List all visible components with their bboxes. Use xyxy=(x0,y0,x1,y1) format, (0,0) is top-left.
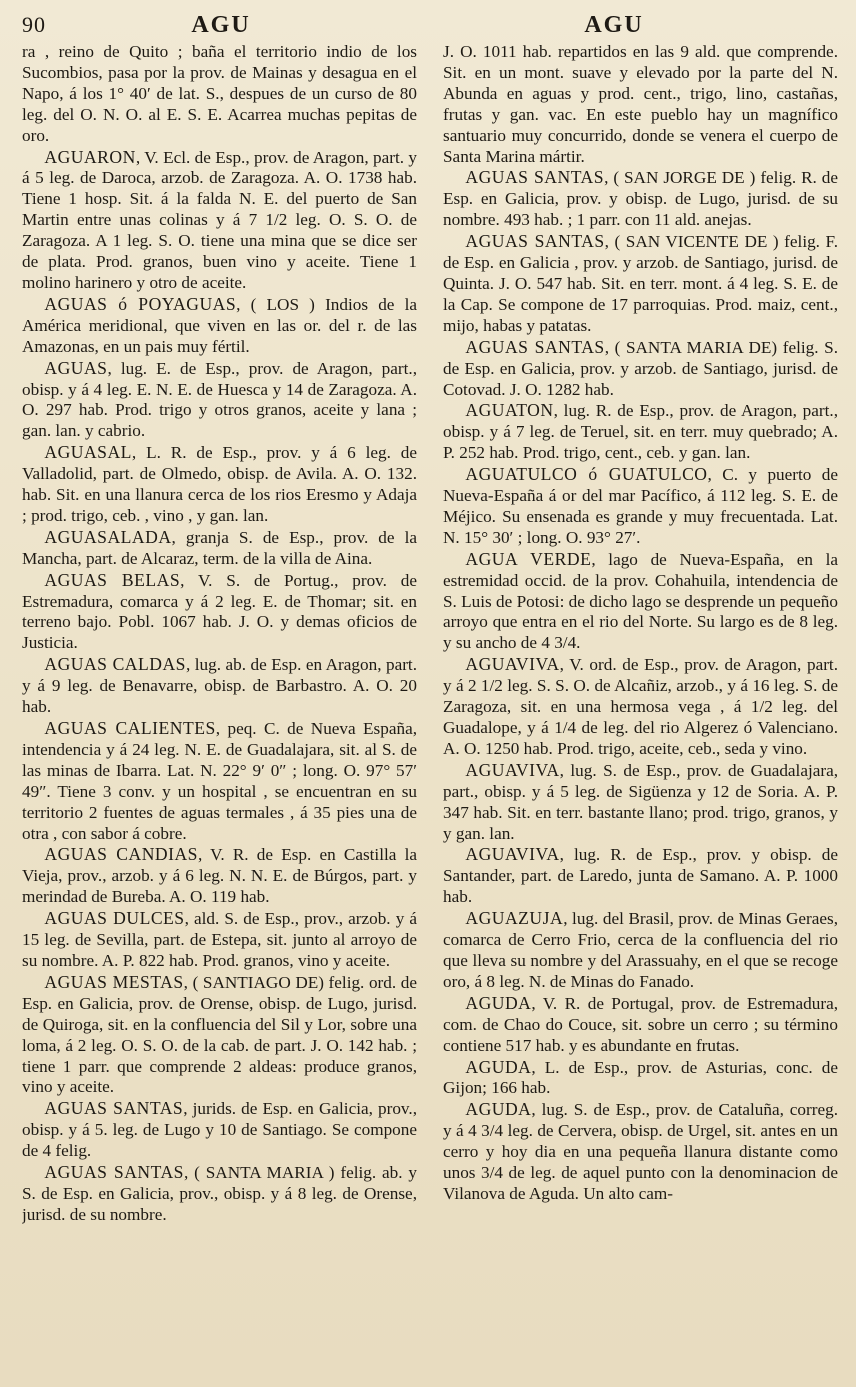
entry-text: , lug. S. de Esp., prov. de Cataluña, correg. y á 4 3/4 leg. de Cervera, obisp. de Urgel, sit. antes en un cerro y hoy dia en una pequeña llanura distante como unos 3/4 de leg. de aquel punto con la denominacion de Vilanova de Aguda. Un alto cam- xyxy=(443,1100,838,1203)
dictionary-entry xyxy=(443,400,838,464)
entry-text: , ( SAN VICENTE DE ) felig. F. de Esp. en Galicia , prov. y arzob. de Santiago, jurisd. de Quinta. J. O. 547 hab. Sit. en terr. mont. á 4 leg. S. E. de la Cap. Se compone de 17 parroquias. Prod. maiz, cent., mijo, habas y patatas. xyxy=(443,232,838,335)
entry-text: , V. S. de Portug., prov. de Estremadura, comarca y á 2 leg. E. de Thomar; sit. en terreno bajo. Pobl. 1067 hab. J. O. y demas oficios de Justicia. xyxy=(22,570,417,653)
entry-text: , V. Ecl. de Esp., prov. de Aragon, part. y á 5 leg. de Daroca, arzob. de Zaragoza. A. O. 1738 hab. Tiene 1 hosp. Sit. á la falda N. E. del puerto de San Martin entre unas colinas y á 7 1/2 leg. O. S. O. de Zaragoza. A 1 leg. S. O. tiene una mina que se dice ser de plata. Prod. granos, buen vino y aceite. Tiene 1 molino harinero y otro de aceite. xyxy=(22,147,417,292)
entry-text: , jurids. de Esp. en Galicia, prov., obisp. y á 5. leg. de Lugo y 10 de Santiago. Se compone de 4 felig. xyxy=(22,1099,417,1161)
entry-headword: AGUAS CALIENTES xyxy=(44,718,216,738)
entry-text: , ( SANTA MARIA DE) felig. S. de Esp. en Galicia, prov. y arzob. de Santiago, jurisd. de Cotovad. J. O. 1282 hab. xyxy=(443,337,838,399)
entry-headword: AGUDA xyxy=(465,1056,532,1077)
dictionary-entry xyxy=(22,42,417,147)
dictionary-entry xyxy=(443,1099,838,1205)
entry-text: , lug. E. de Esp., prov. de Aragon, part., obisp. y á 4 leg. E. N. E. de Huesca y 14 de Zaragoza. A. O. 297 hab. Prod. trigo y otros granos, aceite y lana ; gan. lan. y cabrio. xyxy=(22,358,417,441)
entry-headword: AGUARON xyxy=(44,146,136,167)
entry-text: , peq. C. de Nueva España, intendencia y á 24 leg. N. E. de Guadalajara, sit. al S. de las minas de Ibarra. Lat. N. 22° 9′ 0″ ; long. O. 97° 57′ 49″. Tiene 3 conv. y un hospital , se encuentran en su territorio 2 fuentes de aguas termales , á 35 pies una de otra , con sabor á cobre. xyxy=(22,719,417,843)
entry-text: , granja S. de Esp., prov. de la Mancha, part. de Alcaraz, term. de la villa de Aina. xyxy=(22,527,417,568)
dictionary-entry xyxy=(22,1162,417,1226)
dictionary-entry xyxy=(443,337,838,401)
entry-headword: AGUAS BELAS xyxy=(44,569,181,590)
entry-text: , ald. S. de Esp., prov., arzob. y á 15 leg. de Sevilla, part. de Estepa, sit. junto al arroyo de su nombre. A. P. 822 hab. Prod. granos, vino y aceite. xyxy=(22,909,417,970)
entry-text: ra , reino de Quito ; baña el territorio indio de los Sucombios, pasa por la prov. de Mainas y desagua en el Napo, á los 1° 40′ de lat. S., despues de un curso de 80 leg. del O. N. O. al E. S. E. Acarrea muchas pepitas de oro. xyxy=(22,42,417,145)
entry-text: , L. R. de Esp., prov. y á 6 leg. de Valladolid, part. de Olmedo, obisp. de Avila. A. O. 132. hab. Sit. en una llanura cerca de los rios Eresmo y Adaja ; prod. trigo, ceb. , vino , y gan. lan. xyxy=(22,443,417,525)
entry-text: , V. ord. de Esp., prov. de Aragon, part. y á 2 1/2 leg. S. S. O. de Alcañiz, arzob., y á 16 leg. S. de Zaragoza, sit. en una hermosa vega , á 1/2 leg. del Guadalope, y á 1/4 de leg. del rio Algerez ó Valenciano. A. O. 1250 hab. Prod. trigo, aceite, ceb., seda y vino. xyxy=(443,655,838,758)
entry-text: , ( LOS ) Indios de la América meridional, que viven en las or. del r. de las Amazonas, en un pais muy fértil. xyxy=(22,294,417,356)
text-columns xyxy=(22,42,838,1377)
entry-headword: AGUAVIVA xyxy=(465,844,560,865)
entry-headword: AGUASAL xyxy=(44,442,132,463)
dictionary-entry xyxy=(443,231,838,337)
entry-headword: AGUAS SANTAS xyxy=(465,231,605,252)
entry-headword: AGUATULCO ó GUATULCO xyxy=(465,464,708,485)
entry-headword: AGUAS CALDAS xyxy=(44,654,186,675)
entry-headword: AGUAS SANTAS xyxy=(465,336,605,357)
entry-headword: AGUAS DULCES xyxy=(44,908,185,929)
entry-text: , lug. R. de Esp., prov. de Aragon, part., obisp. y á 7 leg. de Teruel, sit. en terr. muy quebrado; A. P. 252 hab. Prod. trigo, cent., ceb. y gan. lan. xyxy=(443,401,838,463)
dictionary-entry xyxy=(443,464,838,549)
entry-headword: AGUAZUJA xyxy=(465,908,564,929)
entry-text: , ( SANTIAGO DE) felig. ord. de Esp. en Galicia, prov. de Orense, obisp. de Lugo, jurisd. de Quiroga, sit. en la confluencia del Sil y Lor, sobre una loma, á 2 leg. O. S. O. de la cab. de part. J. O. 142 hab. ; tiene 1 parr. que comprende 2 aldeas: produce granos, vino y aceite. xyxy=(22,972,417,1097)
dictionary-entry xyxy=(443,844,838,908)
entry-text: , lago de Nueva-España, en la estremidad occid. de la prov. Cohahuila, intendencia de S. Luis de Potosi: de dicho lago se desprende un pequeño arroyo que entra en el rio del Norte. Su largo es de 8 leg. y su ancho de 4 3/4. xyxy=(443,549,838,653)
entry-headword: AGUASALADA xyxy=(44,526,172,547)
entry-headword: AGUAS SANTAS xyxy=(465,167,605,188)
entry-text: , ( SAN JORGE DE ) felig. R. de Esp. en Galicia, prov. y obisp. de Lugo, jurisd. de su nombre. 493 hab. ; 1 parr. con 11 ald. anejas. xyxy=(443,168,838,230)
dictionary-entry xyxy=(22,527,417,570)
dictionary-entry xyxy=(22,1098,417,1162)
dictionary-entry xyxy=(22,442,417,527)
dictionary-entry xyxy=(443,760,838,845)
entry-text: J. O. 1011 hab. repartidos en las 9 ald. que comprende. Sit. en un mont. suave y elevado por la parte del N. Abunda en aguas y prod. cent., trigo, lino, castañas, frutas y gan. vac. En este pueblo hay un magnífico santuario muy concurrido, donde se venera el cuerpo de Santa Marina mártir. xyxy=(443,42,838,166)
entry-headword: AGUAVIVA xyxy=(465,654,560,675)
dictionary-entry xyxy=(443,993,838,1057)
dictionary-entry xyxy=(22,570,417,655)
dictionary-entry xyxy=(22,908,417,972)
dictionary-entry xyxy=(443,1057,838,1100)
entry-headword: AGUAVIVA xyxy=(465,759,560,780)
entry-headword: AGUAS SANTAS xyxy=(44,1098,184,1119)
entry-headword: AGUAS CANDIAS xyxy=(44,844,198,865)
entry-headword: AGUAS ó POYAGUAS xyxy=(44,293,237,314)
dictionary-entry xyxy=(22,294,417,358)
right-column xyxy=(443,42,838,1377)
left-column xyxy=(22,42,417,1377)
page-header xyxy=(22,8,838,42)
dictionary-entry xyxy=(443,42,838,167)
running-head-left: AGU xyxy=(191,11,251,38)
entry-text: , lug. S. de Esp., prov. de Guadalajara, part., obisp. y á 5 leg. de Sigüenza y 12 de Soria. A. P. 347 hab. Sit. en terr. bastante llano; prod. trigo, granos, y y gan. lan. xyxy=(443,760,838,843)
entry-headword: AGUAS xyxy=(44,357,108,378)
entry-headword: AGUA VERDE xyxy=(465,548,592,569)
entry-text: , lug. R. de Esp., prov. y obisp. de Santander, part. de Laredo, junta de Samano. A. P. 1000 hab. xyxy=(443,845,838,907)
entry-headword: AGUDA xyxy=(465,1099,532,1120)
entry-headword: AGUAS MESTAS xyxy=(44,971,184,992)
dictionary-entry xyxy=(443,549,838,655)
dictionary-entry xyxy=(22,718,417,844)
dictionary-entry xyxy=(22,654,417,718)
entry-text: , V. R. de Portugal, prov. de Estremadura, com. de Chao do Couce, sit. sobre un cerro ; su término contiene 517 hab. y es abundante en frutas. xyxy=(443,993,838,1055)
entry-headword: AGUAS SANTAS xyxy=(44,1162,184,1183)
dictionary-entry xyxy=(22,358,417,443)
entry-text: , C. y puerto de Nueva-España á or del mar Pacífico, á 112 leg. S. E. de Méjico. Su ensenada es grande y muy frecuentada. Lat. N. 15° 30′ ; long. O. 93° 27′. xyxy=(443,465,838,547)
running-head-right: AGU xyxy=(584,11,644,38)
entry-headword: AGUDA xyxy=(465,992,532,1013)
dictionary-entry xyxy=(443,654,838,760)
dictionary-entry xyxy=(443,908,838,993)
entry-text: , lug. del Brasil, prov. de Minas Geraes, comarca de Cerro Frio, cerca de la confluencia del rio que lleva su nombre y del Arassuahy, en el que se recoge oro, á 8 leg. N. de Minas do Fanado. xyxy=(443,909,838,991)
entry-headword: AGUATON xyxy=(465,400,554,421)
entry-text: , ( SANTA MARIA ) felig. ab. y S. de Esp. en Galicia, prov., obisp. y á 8 leg. de Orense, jurisd. de su nombre. xyxy=(22,1163,417,1224)
dictionary-entry xyxy=(22,147,417,294)
entry-text: , L. de Esp., prov. de Asturias, conc. de Gijon; 166 hab. xyxy=(443,1057,838,1098)
dictionary-entry xyxy=(22,972,417,1098)
entry-text: , V. R. de Esp. en Castilla la Vieja, prov., arzob. y á 6 leg. N. N. E. de Búrgos, part. y merindad de Bureba. A. O. 119 hab. xyxy=(22,845,417,907)
page-number: 90 xyxy=(22,12,46,37)
dictionary-entry xyxy=(22,844,417,908)
entry-text: , lug. ab. de Esp. en Aragon, part. y á 9 leg. de Benavarre, obisp. de Barbastro. A. O. 20 hab. xyxy=(22,655,417,717)
dictionary-entry xyxy=(443,167,838,231)
